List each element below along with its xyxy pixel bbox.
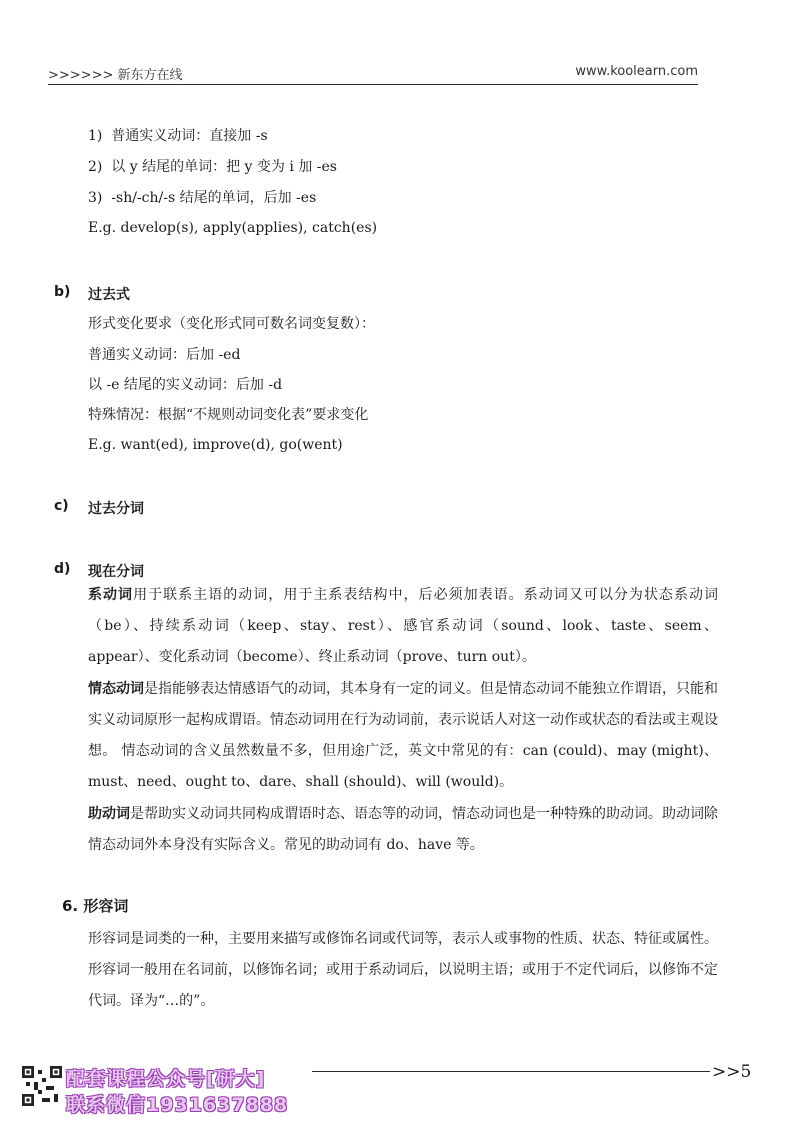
section-c-label: c) [54,498,69,514]
section-b-line: 普通实义动词：后加 -ed [88,347,241,363]
section-d-label: d) [54,561,71,577]
header-url: www.koolearn.com [575,64,698,79]
paragraph-text: 是帮助实义动词共同构成谓语时态、语态等的动词，情态动词也是一种特殊的助动词。助动词除情态动词外本身没有实际含义。常见的助动词有 do、have 等。 [88,806,718,853]
list-number: 3) [88,190,103,206]
list-number: 1) [88,128,103,144]
promo-line-2: 联系微信1931637888 [66,1094,289,1116]
term-linking-verb: 系动词 [88,587,134,603]
term-auxiliary-verb: 助动词 [88,806,130,822]
paragraph-linking-verbs [88,580,718,673]
section-6-title: 6. 形容词 [62,897,129,915]
paragraph-text: 用于联系主语的动词，用于主系表结构中，后必须加表语。系动词又可以分为状态系动词（be）、持续系动词（keep、stay、rest）、感官系动词（sound、look、taste、seem、appear）、变化系动词（become）、终止系动词（prove、turn out）。 [88,587,719,665]
list-text: 以 y 结尾的单词：把 y 变为 i 加 -es [111,159,337,175]
paragraph-auxiliary-verbs [88,799,718,861]
term-modal-verb: 情态动词 [88,681,144,697]
list-text: 普通实义动词：直接加 -s [111,128,268,144]
qr-code-icon [22,1066,62,1106]
section-c-title: 过去分词 [88,501,144,517]
section-d-title: 现在分词 [88,564,144,580]
example-line: E.g. develop(s), apply(applies), catch(es) [88,220,378,236]
section-b-label: b) [54,284,71,300]
section-b-title: 过去式 [88,287,130,303]
section-b-line: E.g. want(ed), improve(d), go(went) [88,437,343,453]
section-b-line: 形式变化要求（变化形式同可数名词变复数）： [88,316,375,332]
paragraph-modal-verbs [88,674,718,798]
list-number: 2) [88,159,103,175]
list-text: -sh/-ch/-s 结尾的单词，后加 -es [111,190,317,206]
paragraph-text: 是指能够表达情感语气的动词，其本身有一定的词义。但是情态动词不能独立作谓语，只能和实义动词原形一起构成谓语。情态动词用在行为动词前，表示说话人对这一动作或状态的看法或主观设想。 情态动词的含义虽然数量不多，但用途广泛，英文中常见的有：can (could)、may (might)、must、need、ought to、dare、shall (should)、will (would)。 [88,681,718,790]
promo-line-1: 配套课程公众号[研大] [66,1068,266,1090]
list-item [88,126,268,146]
footer-rule [312,1071,710,1072]
section-b-line: 特殊情况：根据“不规则动词变化表”要求变化 [88,407,369,423]
page-header [48,62,698,85]
paragraph-adjectives: 形容词是词类的一种，主要用来描写或修饰名词或代词等，表示人或事物的性质、状态、特征或属性。形容词一般用在名词前，以修饰名词；或用于系动词后，以说明主语；或用于不定代词后，以修饰不定代词。译为“…的”。 [88,931,718,1009]
list-item [88,188,316,208]
page-number: >>5 [712,1062,752,1082]
section-b-line: 以 -e 结尾的实义动词：后加 -d [88,377,283,393]
header-brand: >>>>>> 新东方在线 [48,68,183,83]
list-item [88,157,337,177]
